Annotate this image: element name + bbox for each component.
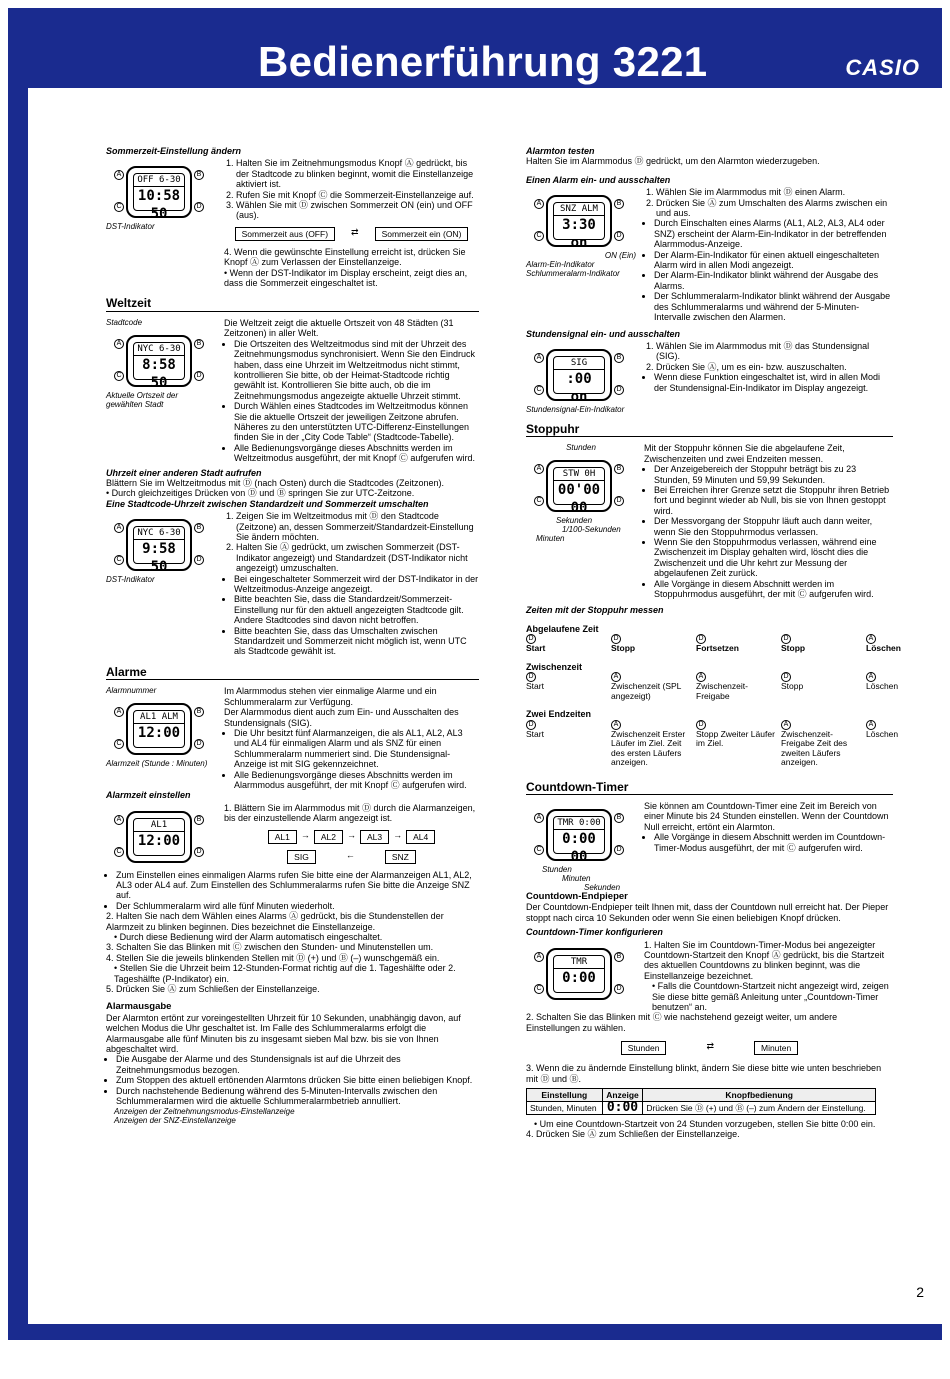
flow-labels <box>526 728 899 768</box>
bullet: • Der Alarm-Ein-Indikator blinkt während der Ausgabe des Alarms. <box>654 270 893 291</box>
bullet: • Bitte beachten Sie, dass das Umschalten zwischen Standardzeit und Sommerzeit nicht möglich ist, wenn UTC als Stadtcode gewählt ist. <box>234 626 479 657</box>
dst-on-box: Sommerzeit ein (ON) <box>375 227 469 241</box>
button-c-icon: C <box>534 496 544 506</box>
bullet: • Die Ortszeiten des Weltzeitmodus sind mit der Uhrzeit des Zeitnehmungsmodus synchronisiert. Wenn Sie den Eindruck haben, dass eine Uhrzeit im Weltzeitmodus nicht stimmt, kontrollieren Sie bitte, ob der Heimat-Stadtcode richtig gewählt ist. Kontrollieren Sie bitte auch, ob die im Zeitnehmungsmodus angezeigte aktuelle Uhrzeit stimmt. <box>234 339 479 401</box>
caption: DST-Indikator <box>106 222 155 232</box>
key-icon: D <box>781 672 791 682</box>
page-frame <box>8 8 942 1340</box>
watch-illustration <box>114 515 204 575</box>
subheading: Stundensignal ein- und ausschalten <box>526 328 681 339</box>
watch-illustration <box>534 191 624 251</box>
flow-label: Zwischenzeit-Freigabe <box>696 681 748 701</box>
watch-time: 12:00 <box>137 832 181 849</box>
paragraph: Der Countdown-Endpieper teilt Ihnen mit, dass der Countdown null erreicht hat. Der Pieper stoppt nach circa 10 Sekunden oder wenn Sie einen beliebigen Knopf drücken. <box>526 902 889 923</box>
button-d-icon: D <box>194 847 204 857</box>
key-icon: D <box>611 634 621 644</box>
flow-label: Stopp <box>781 643 806 654</box>
watch-top: NYC 6-30 <box>134 527 184 540</box>
button-b-icon: B <box>614 813 624 823</box>
step: 4. Wenn die gewünschte Einstellung erreicht ist, drücken Sie Knopf Ⓐ zum Verlassen der Einstellanzeige. <box>224 246 466 268</box>
button-c-icon: C <box>114 847 124 857</box>
watch-time: 0:00 <box>562 969 596 986</box>
bullet: • Um eine Countdown-Startzeit von 24 Stunden vorzugeben, stellen Sie bitte 0:00 ein. <box>534 1119 876 1130</box>
button-c-icon: C <box>534 385 544 395</box>
bullet: • Durch Wählen eines Stadtcodes im Weltzeitmodus können Sie die aktuelle Ortszeit der jeweiligen Zeitzone abrufen. Näheres zu den unterstützten UTC-Differenz-Einstellungen finden Sie in der „City Code Table“ (Stadtcode-Tabelle). <box>234 401 479 443</box>
key-icon: D <box>781 634 791 644</box>
watch-illustration <box>114 699 204 759</box>
italic-note: Anzeigen der SNZ-Einstellanzeige <box>114 1115 236 1125</box>
step: 1. Wählen Sie im Alarmmodus mit Ⓓ einen Alarm. <box>656 187 893 197</box>
step: 4. Stellen Sie die jeweils blinkenden Stellen mit Ⓓ (+) und Ⓑ (–) wunschgemäß ein. <box>106 952 440 963</box>
note: • Wenn der DST-Indikator im Display erscheint, zeigt dies an, dass die Sommerzeit eingeschaltet ist. <box>224 267 468 289</box>
step: 1. Halten Sie im Countdown-Timer-Modus bei angezeigter Countdown-Startzeit den Knopf Ⓐ gedrückt, bis die Startzeit des aktuellen Countdowns zu blinken beginnt, was die Einstellanzeige bezeichnet. <box>644 939 885 981</box>
caption: Sekunden <box>556 516 593 526</box>
cycle-box: AL2 <box>314 830 343 844</box>
button-b-icon: B <box>614 952 624 962</box>
watch-time: 8:58 50 <box>142 356 176 391</box>
watch-illustration <box>534 345 624 405</box>
button-a-icon: A <box>534 199 544 209</box>
button-a-icon: A <box>534 464 544 474</box>
bullet: • Wenn Sie den Stoppuhrmodus verlassen, während eine Zwischenzeit im Display gehalten wird, löscht dies die Zwischenzeit und die Uhr kehrt zur Messung der abgelaufenen Zeit zurück. <box>654 537 893 579</box>
flow-label: Löschen <box>866 681 899 692</box>
flow-label: Fortsetzen <box>696 643 739 654</box>
right-column: Alarmton testen Halten Sie im Alarmmodus Ⓓ gedrückt, um den Alarmton wiederzugeben. Einen Alarm ein- und ausschalten SNZ ALM 3:30 on A C B D ON (Ein) Alarm-Ein-Indikator Schlummeralarm-Indikator 1. Wählen Sie im Alarmmodus mit Ⓓ einen Alarm. 2. Drücken Sie Ⓐ zum Umschalten des Alarms zwischen ein und aus. • Durch Einschalten eines Alarms (AL1, AL2, AL3, AL4 oder SNZ) erscheint der Alarm-Ein-Indikator in der betreffenden Alarmmodus-Anzeige. • Der Alarm-Ein-Indikator für einen aktuell eingeschalteten Alarm wird in allen Modi angezeigt. • Der Alarm-Ein-Indikator blinkt während der Ausgabe des Alarms. • Der Schlummeralarm-Indikator blinkt während der Ausgabe des Schlummeralarms und während der 5-Minuten-Intervalle zwischen den Alarmen. Stundensignal ein- und ausschalten SIG :00 on A C B D Stundensignal-Ein-Indikator 1. Wählen Sie im Alarmmodus mit Ⓓ das Stundensignal (SIG). 2. Drücken Sie Ⓐ, um es ein- bzw. auszuschalten. • Wenn diese Funktion eingeschaltet ist, wird in allen Modi der Stundensignal-Ein-Indikator im Display angezeigt. Stoppuhr Stunden STW 0H 00'00 00 A C B D Sekunden 1/100-Sekunden Minuten Mit der Stoppuhr können Sie die abgelaufene Zeit, Zwischenzeiten und zwei Endzeiten messen. • Der Anzeigebereich der Stoppuhr beträgt bis zu 23 Stunden, 59 Minuten und 59,99 Sekunden. • Bei Erreichen ihrer Grenze setzt die Stoppuhr ihren Betrieb fort und beginnt wieder ab Null, bis sie von Ihnen gestoppt wird. • Der Messvorgang der Stoppuhr läuft auch dann weiter, wenn Sie den Stoppuhrmodus verlassen. • Wenn Sie den Stoppuhrmodus verlassen, während eine Zwischenzeit im Display gehalten wird, löscht dies die Zwischenzeit und die Uhr kehrt zur Messung der abgelaufenen Zeit zurück. • Alle Vorgänge in diesem Abschnitt werden im Stoppuhrmodus ausgeführt, der mit Ⓒ aufgerufen wird. Zeiten mit der Stoppuhr messen Abgelaufene Zeit D D D D A Start Stopp Fortsetzen Stopp Löschen Zwischenzeit D A A D A Start Zwischenzeit (SPL angezeigt) Zwischenzeit-Freigabe Stopp Löschen Zwei Endzeiten D A D A A Start Zwischenzeit Erster Läufer im Ziel. Zeit des ersten Läufers anzeigen. Stopp Zweiter Läufer im Ziel. Zwischenzeit-Freigabe Zeit des zweiten Läufers anzeigen. Löschen Countdown-Timer TMR 0:00 0:00 00 A C B D Stunden Minuten Sekunden Sie können am Countdown-Timer eine Zeit im Bereich von einer Minute bis 24 Stunden einstellen. Wenn der Countdown Null erreicht, ertönt ein Alarmton. • Alle Vorgänge in diesem Abschnitt werden im Countdown-Timer-Modus ausgeführt, der mit Ⓒ aufgerufen wird. Countdown-Endpieper Der Countdown-Endpieper teilt Ihnen mit, dass der Countdown null erreicht hat. Der Pieper stoppt nach circa 10 Sekunden oder wenn Sie einen beliebigen Knopf drücken. Countdown-Timer konfigurieren TMR 0:00 A C B D 1. Halten Sie im Countdown-Timer-Modus bei angezeigter Countdown-Startzeit den Knopf Ⓐ gedrückt, bis die Startzeit des aktuellen Countdowns zu blinken beginnt, was die Einstellanzeige bezeichnet. • Falls die Countdown-Startzeit nicht angezeigt wird, zeigen Sie diese bitte gemäß Anleitung unter „Countdown-Timer benutzen“ an. 2. Schalten Sie das Blinken mit Ⓒ wie nachstehend gezeigt weiter, um andere Einstellungen zu wählen. Stunden ⇄ Minuten 3. Wenn die zu ändernde Einstellung blinkt, ändern Sie diese bitte wie unten beschrieben mit Ⓓ und Ⓑ. Einstellung Anzeige Knopfbedienung Stunden, Minuten 0:00 Drücken Sie Ⓓ (+) und Ⓑ (–) zum Ändern der Einstellung. • Um eine Countdown-Startzeit von 24 Stunden vorzugeben, stellen Sie bitte 0:00 ein. 4. Drücken Sie Ⓐ zum Schließen der Einstellanzeige. <box>526 146 893 1140</box>
watch-time: 9:58 50 <box>142 541 176 576</box>
bullet: • Wenn diese Funktion eingeschaltet ist, wird in allen Modi der Stundensignal-Ein-Indikator im Display angezeigt. <box>654 372 893 393</box>
bullet: • Der Anzeigebereich der Stoppuhr beträgt bis zu 23 Stunden, 59 Minuten und 59,99 Sekunden. <box>654 464 893 485</box>
table-header: Anzeige <box>602 1089 643 1102</box>
watch-illustration <box>114 331 204 391</box>
table-cell: Stunden, Minuten <box>527 1102 603 1115</box>
button-a-icon: A <box>534 952 544 962</box>
button-c-icon: C <box>534 845 544 855</box>
key-icon: A <box>866 634 876 644</box>
flow-label: Löschen <box>866 728 899 739</box>
button-c-icon: C <box>534 231 544 241</box>
cycle-box: AL1 <box>268 830 297 844</box>
bullet: • Zum Stoppen des aktuell ertönenden Alarmtons drücken Sie bitte einen beliebigen Knopf. <box>116 1075 479 1085</box>
bullet: • Alle Bedienungsvorgänge dieses Abschnitts werden im Weltzeitmodus ausgeführt, der mit Knopf Ⓒ aufgerufen wird. <box>234 443 479 464</box>
cycle-box: AL3 <box>360 830 389 844</box>
section-heading: Countdown-Timer <box>526 782 893 795</box>
bullet: • Der Messvorgang der Stoppuhr läuft auch dann weiter, wenn Sie den Stoppuhrmodus verlassen. <box>654 516 893 537</box>
step: 2. Drücken Sie Ⓐ zum Umschalten des Alarms zwischen ein und aus. <box>656 198 893 219</box>
paragraph: Der Alarmmodus dient auch zum Ein- und Ausschalten des Stundensignals (SIG). <box>224 707 459 728</box>
button-c-icon: C <box>534 984 544 994</box>
table-row <box>527 1102 876 1115</box>
bullet: • Der Schlummeralarm wird alle fünf Minuten wiederholt. <box>116 901 479 911</box>
step: 1. Zeigen Sie im Weltzeitmodus mit Ⓓ den Stadtcode (Zeitzone) an, dessen Sommerzeit/Standardzeit-Einstellung Sie ändern möchten. <box>236 511 479 542</box>
watch-time: 10:58 50 <box>137 188 181 223</box>
flow-label: Start <box>526 681 544 692</box>
dst-heading: Sommerzeit-Einstellung ändern <box>106 146 242 156</box>
caption: Stunden <box>542 864 572 874</box>
flow-label: Stopp <box>611 643 636 654</box>
paragraph: Die Weltzeit zeigt die aktuelle Ortszeit von 48 Städten (31 Zeitzonen) in aller Welt. <box>224 317 454 339</box>
watch-time: :00 on <box>566 370 592 405</box>
button-a-icon: A <box>534 353 544 363</box>
bullet: • Zum Einstellen eines einmaligen Alarms rufen Sie bitte eine der Alarmanzeigen AL1, AL2, AL3 oder AL4 auf. Zum Einstellen des Schlummeralarms rufen Sie bitte die Anzeige SNZ auf. <box>116 870 479 901</box>
watch-illustration <box>534 456 624 516</box>
button-d-icon: D <box>194 202 204 212</box>
watch-illustration <box>114 807 204 867</box>
settings-table <box>526 1088 876 1115</box>
button-d-icon: D <box>194 371 204 381</box>
cycle-box: SNZ <box>385 850 416 864</box>
button-a-icon: A <box>114 170 124 180</box>
brand-logo: CASIO <box>845 55 920 80</box>
bullet: • Bei Erreichen ihrer Grenze setzt die Stoppuhr ihren Betrieb fort und beginnt wieder ab Null, bis sie von Ihnen gestoppt wird. <box>654 485 893 516</box>
watch-top: TMR 0:00 <box>554 817 604 830</box>
watch-top: STW 0H <box>554 468 604 481</box>
subheading: Alarmton testen <box>526 146 595 156</box>
caption: Stunden <box>566 443 596 453</box>
key-icon: D <box>696 634 706 644</box>
button-d-icon: D <box>614 984 624 994</box>
cycle-box: AL4 <box>406 830 435 844</box>
button-a-icon: A <box>114 339 124 349</box>
button-a-icon: A <box>534 813 544 823</box>
bullet: • Durch gleichzeitiges Drücken von Ⓓ und Ⓑ springen Sie zur UTC-Zeitzone. <box>106 488 415 499</box>
flow-labels <box>526 643 901 654</box>
section-heading: Stoppuhr <box>526 424 893 437</box>
step: • Stellen Sie die Uhrzeit beim 12-Stunden-Format richtig auf die 1. Tageshälfte oder 2. Tageshälfte (P-Indikator) ein. <box>114 963 456 984</box>
button-d-icon: D <box>614 845 624 855</box>
button-b-icon: B <box>614 353 624 363</box>
watch-illustration <box>534 944 624 1004</box>
step: 3. Schalten Sie das Blinken mit Ⓒ zwischen den Stunden- und Minutenstellen um. <box>106 942 434 953</box>
bullet: • Alle Vorgänge in diesem Abschnitt werden im Stoppuhrmodus ausgeführt, der mit Ⓒ aufgerufen wird. <box>654 579 893 600</box>
section-heading: Alarme <box>106 667 479 680</box>
caption: ON (Ein) <box>604 251 636 261</box>
watch-illustration <box>534 805 624 865</box>
subheading: Zeiten mit der Stoppuhr messen <box>526 605 664 616</box>
button-d-icon: D <box>194 739 204 749</box>
watch-top: AL1 <box>134 819 184 832</box>
caption: Minuten <box>562 873 591 883</box>
bullet: • Falls die Countdown-Startzeit nicht angezeigt wird, zeigen Sie diese bitte gemäß Anleitung unter „Countdown-Timer benutzen“ an. <box>652 981 889 1012</box>
step: 5. Drücken Sie Ⓐ zum Schließen der Einstellanzeige. <box>106 984 320 995</box>
bullet: • Durch nachstehende Bedienung während des 5-Minuten-Intervalls zwischen den Schlummeralarmen wird die aktuelle Schlummeralarmbetrieb annulliert. <box>116 1086 479 1107</box>
bullet: • Alle Vorgänge in diesem Abschnitt werden im Countdown-Timer-Modus ausgeführt, der mit Ⓒ aufgerufen wird. <box>654 832 893 853</box>
flow-title: Zwei Endzeiten <box>526 709 592 720</box>
paragraph: Mit der Stoppuhr können Sie die abgelaufene Zeit, Zwischenzeiten und zwei Endzeiten messen. <box>644 443 845 464</box>
caption: Stundensignal-Ein-Indikator <box>526 404 625 414</box>
subheading: Eine Stadtcode-Uhrzeit zwischen Standardzeit und Sommerzeit umschalten <box>106 498 429 509</box>
button-b-icon: B <box>194 523 204 533</box>
caption: DST-Indikator <box>106 575 155 585</box>
subheading: Alarmzeit einstellen <box>106 790 191 801</box>
button-a-icon: A <box>114 815 124 825</box>
left-column: Sommerzeit-Einstellung ändern OFF 6-30 10:58 50 A C B D DST-Indikator 1. Halten Sie im Zeitnehmungsmodus Knopf Ⓐ gedrückt, bis der Stadtcode zu blinken beginnt, womit die Einstellanzeige aktiviert ist. 2. Rufen Sie mit Knopf Ⓒ die Sommerzeit-Einstellanzeige auf. 3. Wählen Sie mit Ⓓ zwischen Sommerzeit ON (ein) und OFF (aus). Sommerzeit aus (OFF) ⇄ Sommerzeit ein (ON) 4. Wenn die gewünschte Einstellung erreicht ist, drücken Sie Knopf Ⓐ zum Verlassen der Einstellanzeige. • Wenn der DST-Indikator im Display erscheint, zeigt dies an, dass die Sommerzeit eingeschaltet ist. Weltzeit Stadtcode NYC 6-30 8:58 50 A C B D Aktuelle Ortszeit der gewählten Stadt Die Weltzeit zeigt die aktuelle Ortszeit von 48 Städten (31 Zeitzonen) in aller Welt. • Die Ortszeiten des Weltzeitmodus sind mit der Uhrzeit des Zeitnehmungsmodus synchronisiert. Wenn Sie den Eindruck haben, dass eine Uhrzeit im Weltzeitmodus nicht stimmt, kontrollieren Sie bitte, ob der Heimat-Stadtcode richtig gewählt ist. Kontrollieren Sie bitte auch, ob die im Zeitnehmungsmodus angezeigte aktuelle Uhrzeit stimmt. • Durch Wählen eines Stadtcodes im Weltzeitmodus können Sie die aktuelle Ortszeit der jeweiligen Zeitzone abrufen. Näheres zu den unterstützten UTC-Differenz-Einstellungen finden Sie in der „City Code Table“ (Stadtcode-Tabelle). • Alle Bedienungsvorgänge dieses Abschnitts werden im Weltzeitmodus ausgeführt, der mit Knopf Ⓒ aufgerufen wird. Uhrzeit einer anderen Stadt aufrufen Blättern Sie im Weltzeitmodus mit Ⓓ (nach Osten) durch die Stadtcodes (Zeitzonen). • Durch gleichzeitiges Drücken von Ⓓ und Ⓑ springen Sie zur UTC-Zeitzone. Eine Stadtcode-Uhrzeit zwischen Standardzeit und Sommerzeit umschalten NYC 6-30 9:58 50 A C B D DST-Indikator 1. Zeigen Sie im Weltzeitmodus mit Ⓓ den Stadtcode (Zeitzone) an, dessen Sommerzeit/Standardzeit-Einstellung Sie ändern möchten. 2. Halten Sie Ⓐ gedrückt, um zwischen Sommerzeit (DST-Indikator angezeigt) und Standardzeit (DST-Indikator nicht angezeigt) umzuschalten. • Bei eingeschalteter Sommerzeit wird der DST-Indikator in der Weltzeitmodus-Anzeige angezeigt. • Bitte beachten Sie, dass die Standardzeit/Sommerzeit-Einstellung nur für den aktuell angezeigten Stadtcode gilt. Andere Stadtcodes sind davon nicht betroffen. • Bitte beachten Sie, dass das Umschalten zwischen Standardzeit und Sommerzeit nicht möglich ist, wenn UTC als Stadtcode gewählt ist. Alarme Alarmnummer AL1 ALM 12:00 A C B D Alarmzeit (Stunde : Minuten) Im Alarmmodus stehen vier einmalige Alarme und ein Schlummeralarm zur Verfügung. Der Alarmmodus dient auch zum Ein- und Ausschalten des Stundensignals (SIG). • Die Uhr besitzt fünf Alarmanzeigen, die als AL1, AL2, AL3 und AL4 für einmaligen Alarm und als SNZ für einen Schlummeralarm nummeriert sind. Die Stundensignal-Anzeige ist mit SIG gekennzeichnet. • Alle Bedienungsvorgänge dieses Abschnitts werden im Alarmmodus ausgeführt, der mit Knopf Ⓒ aufgerufen wird. Alarmzeit einstellen AL1 12:00 A C B D 1. Blättern Sie im Alarmmodus mit Ⓓ durch die Alarmanzeigen, bis der einzustellende Alarm angezeigt ist. AL1 → AL2 → AL3 → AL4 SIG ← SNZ • Zum Einstellen eines einmaligen Alarms rufen Sie bitte eine der Alarmanzeigen AL1, AL2, AL3 oder AL4 auf. Zum Einstellen des Schlummeralarms rufen Sie bitte die Anzeige SNZ auf. • Der Schlummeralarm wird alle fünf Minuten wiederholt. 2. Halten Sie nach dem Wählen eines Alarms Ⓐ gedrückt, bis die Stundenstellen der Alarmzeit zu blinken beginnen. Dies bezeichnet die Einstellanzeige. • Durch diese Bedienung wird der Alarm automatisch eingeschaltet. 3. Schalten Sie das Blinken mit Ⓒ zwischen den Stunden- und Minutenstellen um. 4. Stellen Sie die jeweils blinkenden Stellen mit Ⓓ (+) und Ⓑ (–) wunschgemäß ein. • Stellen Sie die Uhrzeit beim 12-Stunden-Format richtig auf die 1. Tageshälfte oder 2. Tageshälfte (P-Indikator) ein. 5. Drücken Sie Ⓐ zum Schließen der Einstellanzeige. Alarmausgabe Der Alarmton ertönt zur voreingestellten Uhrzeit für 10 Sekunden, unabhängig davon, auf welchen Modus die Uhr geschaltet ist. Im Falle des Schlummeralarms erfolgt die Alarmausgabe alle fünf Minuten bis zu insgesamt sieben Mal bzw. bis sie von Ihnen abgeschaltet wird. • Die Ausgabe der Alarme und des Stundensignals ist auf die Uhrzeit des Zeitnehmungsmodus bezogen. • Zum Stoppen des aktuell ertönenden Alarmtons drücken Sie bitte einen beliebigen Knopf. • Durch nachstehende Bedienung während des 5-Minuten-Intervalls zwischen den Schlummeralarmen wird die aktuelle Schlummeralarmbetrieb annulliert. Anzeigen der Zeitnehmungsmodus-Einstellanzeige Anzeigen der SNZ-Einstellanzeige <box>106 146 479 1125</box>
key-icon: A <box>781 720 791 730</box>
watch-time: 00'00 00 <box>557 482 601 517</box>
step: 1. Wählen Sie im Alarmmodus mit Ⓓ das Stundensignal (SIG). <box>656 341 893 362</box>
watch-illustration <box>114 162 204 222</box>
step: 4. Drücken Sie Ⓐ zum Schließen der Einstellanzeige. <box>526 1129 740 1140</box>
flow-label: Löschen <box>866 643 901 654</box>
watch-time: 3:30 on <box>562 217 596 252</box>
watch-top: AL1 ALM <box>134 711 184 724</box>
watch-top: OFF 6-30 <box>134 174 184 187</box>
paragraph: Der Alarmton ertönt zur voreingestellten Uhrzeit für 10 Sekunden, unabhängig davon, auf welchen Modus die Uhr geschaltet ist. Im Falle des Schlummeralarms erfolgt die Alarmausgabe alle fünf Minuten bis zu insgesamt sieben Mal bzw. bis sie von Ihnen abgeschaltet wird. <box>106 1012 461 1055</box>
header <box>8 8 942 88</box>
caption: Aktuelle Ortszeit der gewählten Stadt <box>106 390 179 409</box>
step: 3. Wählen Sie mit Ⓓ zwischen Sommerzeit ON (ein) und OFF (aus). <box>236 200 479 221</box>
subheading: Countdown-Timer konfigurieren <box>526 927 663 938</box>
watch-top: SIG <box>554 357 604 370</box>
caption: Schlummeralarm-Indikator <box>526 269 620 279</box>
flow-label: Stopp Zweiter Läufer im Ziel. <box>696 728 775 749</box>
flow-title: Zwischenzeit <box>526 661 583 672</box>
step: 2. Drücken Sie Ⓐ, um es ein- bzw. auszuschalten. <box>656 362 893 372</box>
paragraph: Halten Sie im Alarmmodus Ⓓ gedrückt, um den Alarmton wiederzugeben. <box>526 156 820 167</box>
flow-label: Start <box>526 643 546 654</box>
key-icon: A <box>866 672 876 682</box>
subheading: Einen Alarm ein- und ausschalten <box>526 174 671 185</box>
watch-time: 12:00 <box>137 725 181 742</box>
bullet: • Die Ausgabe der Alarme und des Stundensignals ist auf die Uhrzeit des Zeitnehmungsmodus bezogen. <box>116 1054 479 1075</box>
button-d-icon: D <box>614 496 624 506</box>
bullet: • Alle Bedienungsvorgänge dieses Abschnitts werden im Alarmmodus ausgeführt, der mit Knopf Ⓒ aufgerufen wird. <box>234 770 479 791</box>
button-b-icon: B <box>194 170 204 180</box>
button-b-icon: B <box>194 815 204 825</box>
button-a-icon: A <box>114 707 124 717</box>
flow-label: Start <box>526 728 544 739</box>
flow-label: Zwischenzeit-Freigabe Zeit des zweiten Läufers anzeigen. <box>781 728 848 768</box>
flow-title: Abgelaufene Zeit <box>526 623 599 634</box>
bullet: • Der Alarm-Ein-Indikator für einen aktuell eingeschalteten Alarm wird in allen Modi angezeigt. <box>654 250 893 271</box>
button-b-icon: B <box>614 464 624 474</box>
watch-top: SNZ ALM <box>554 203 604 216</box>
caption: 1/100-Sekunden <box>562 525 621 535</box>
button-c-icon: C <box>114 739 124 749</box>
watch-top: TMR <box>554 956 604 969</box>
bullet: • Der Schlummeralarm-Indikator blinkt während der Ausgabe des Schlummeralarms und während der 5-Minuten-Intervalle zwischen den Alarmen. <box>654 291 893 322</box>
table-header: Knopfbedienung <box>643 1089 876 1102</box>
dst-off-box: Sommerzeit aus (OFF) <box>235 227 335 241</box>
key-icon: A <box>611 672 621 682</box>
key-icon: D <box>526 672 536 682</box>
button-d-icon: D <box>614 231 624 241</box>
subheading: Uhrzeit einer anderen Stadt aufrufen <box>106 467 262 478</box>
hours-box: Stunden <box>621 1041 667 1055</box>
key-icon: A <box>696 672 706 682</box>
page-number: 2 <box>916 1284 924 1300</box>
caption: Stadtcode <box>106 317 143 327</box>
watch-top: NYC 6-30 <box>134 343 184 356</box>
bullet: • Durch Einschalten eines Alarms (AL1, AL2, AL3, AL4 oder SNZ) erscheint der Alarm-Ein-Indikator in der betreffenden Alarmmodus-Anzeige. <box>654 218 893 249</box>
caption: Alarmzeit (Stunde : Minuten) <box>106 759 208 769</box>
flow-labels <box>526 681 899 701</box>
key-icon: A <box>866 720 876 730</box>
cycle-box: SIG <box>287 850 316 864</box>
flow-label: Zwischenzeit (SPL angezeigt) <box>611 681 682 701</box>
caption: Alarm-Ein-Indikator <box>526 260 595 270</box>
italic-note: Anzeigen der Zeitnehmungsmodus-Einstellanzeige <box>114 1106 295 1116</box>
bullet: • Bei eingeschalteter Sommerzeit wird der DST-Indikator in der Weltzeitmodus-Anzeige angezeigt. <box>234 574 479 595</box>
button-b-icon: B <box>194 339 204 349</box>
minutes-box: Minuten <box>754 1041 798 1055</box>
step: • Durch diese Bedienung wird der Alarm automatisch eingeschaltet. <box>114 932 383 942</box>
subheading: Alarmausgabe <box>106 1001 172 1013</box>
flow-label: Stopp <box>781 681 804 692</box>
bullet: • Die Uhr besitzt fünf Alarmanzeigen, die als AL1, AL2, AL3 und AL4 für einmaligen Alarm und als SNZ für einen Schlummeralarm nummeriert sind. Die Stundensignal-Anzeige ist mit SIG gekennzeichnet. <box>234 728 479 770</box>
paragraph: Sie können am Countdown-Timer eine Zeit im Bereich von einer Minute bis 24 Stunden einstellen. Wenn der Countdown Null erreicht, ertönt ein Alarmton. <box>644 800 889 832</box>
caption: Minuten <box>536 534 565 544</box>
button-b-icon: B <box>614 199 624 209</box>
step: 3. Wenn die zu ändernde Einstellung blinkt, ändern Sie diese bitte wie unten beschrieben mit Ⓓ und Ⓑ. <box>526 1063 882 1084</box>
paragraph: Blättern Sie im Weltzeitmodus mit Ⓓ (nach Osten) durch die Stadtcodes (Zeitzonen). <box>106 477 444 488</box>
section-heading: Weltzeit <box>106 298 479 311</box>
step: 2. Rufen Sie mit Knopf Ⓒ die Sommerzeit-Einstellanzeige auf. <box>236 190 479 200</box>
step: 1. Blättern Sie im Alarmmodus mit Ⓓ durch die Alarmanzeigen, bis der einzustellende Alarm angezeigt ist. <box>224 802 476 824</box>
bullet: • Bitte beachten Sie, dass die Standardzeit/Sommerzeit-Einstellung nur für den aktuell angezeigten Stadtcode gilt. Andere Stadtcodes sind davon nicht betroffen. <box>234 594 479 625</box>
step: 2. Schalten Sie das Blinken mit Ⓒ wie nachstehend gezeigt weiter, um andere Einstellungen zu wählen. <box>526 1012 838 1033</box>
manual-sheet <box>28 88 942 1324</box>
key-icon: D <box>526 634 536 644</box>
caption: Sekunden <box>584 882 621 892</box>
subheading: Countdown-Endpieper <box>526 890 628 902</box>
key-icon: A <box>611 720 621 730</box>
button-d-icon: D <box>614 385 624 395</box>
table-cell: Drücken Sie Ⓓ (+) und Ⓑ (–) zum Ändern der Einstellung. <box>643 1102 876 1115</box>
step: 1. Halten Sie im Zeitnehmungsmodus Knopf Ⓐ gedrückt, bis der Stadtcode zu blinken beginnt, womit die Einstellanzeige aktiviert ist. <box>236 158 479 189</box>
button-a-icon: A <box>114 523 124 533</box>
key-icon: D <box>696 720 706 730</box>
caption: Alarmnummer <box>106 686 157 696</box>
button-b-icon: B <box>194 707 204 717</box>
table-cell: 0:00 <box>602 1102 643 1115</box>
button-c-icon: C <box>114 371 124 381</box>
paragraph: Im Alarmmodus stehen vier einmalige Alarme und ein Schlummeralarm zur Verfügung. <box>224 686 437 707</box>
page-title: Bedienerführung 3221 <box>258 38 708 85</box>
flow-label: Zwischenzeit Erster Läufer im Ziel. Zeit des ersten Läufers anzeigen. <box>611 728 686 768</box>
button-c-icon: C <box>114 202 124 212</box>
key-icon: D <box>526 720 536 730</box>
watch-time: 0:00 00 <box>562 830 596 865</box>
step: 2. Halten Sie nach dem Wählen eines Alarms Ⓐ gedrückt, bis die Stundenstellen der Alarmzeit zu blinken beginnen. Dies bezeichnet die Einstellanzeige. <box>106 911 444 932</box>
button-c-icon: C <box>114 555 124 565</box>
table-header: Einstellung <box>527 1089 603 1102</box>
step: 2. Halten Sie Ⓐ gedrückt, um zwischen Sommerzeit (DST-Indikator angezeigt) und Standardzeit (DST-Indikator nicht angezeigt) umzuschalten. <box>236 542 479 573</box>
button-d-icon: D <box>194 555 204 565</box>
